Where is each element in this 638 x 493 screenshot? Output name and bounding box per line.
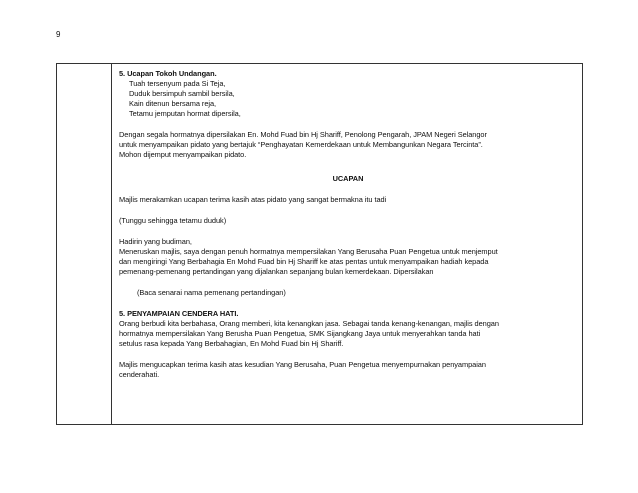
script-content [119, 69, 577, 380]
paragraph-line: setulus rasa kepada Yang Berbahagian, En Mohd Fuad bin Hj Shariff. [119, 339, 344, 348]
paragraph-line: (Baca senarai nama pemenang pertandingan) [137, 288, 286, 297]
paragraph-line: pemenang-pemenang pertandingan yang dijalankan sepanjang bulan kemerdekaan. Dipersilakan [119, 267, 434, 276]
paragraph-line: Hadirin yang budiman, [119, 237, 192, 246]
pantun-line: Kain ditenun bersama reja, [129, 99, 217, 108]
paragraph-line: Majlis merakamkan ucapan terima kasih atas pidato yang sangat bermakna itu tadi [119, 195, 387, 204]
section-heading: 5. PENYAMPAIAN CENDERA HATI. [119, 309, 239, 318]
paragraph-line: Majlis mengucapkan terima kasih atas kesudian Yang Berusaha, Puan Pengetua menyempurnakan penyampaian [119, 360, 486, 369]
page-number: 9 [56, 30, 61, 39]
paragraph-line: Meneruskan majlis, saya dengan penuh hormatnya mempersilakan Yang Berusaha Puan Pengetua untuk menjemput [119, 247, 498, 256]
pantun-line: Duduk bersimpuh sambil bersila, [129, 89, 235, 98]
paragraph-line: Mohon dijemput menyampaikan pidato. [119, 150, 247, 159]
ucapan-title: UCAPAN [332, 174, 364, 183]
paragraph-line: (Tunggu sehingga tetamu duduk) [119, 216, 227, 225]
paragraph-line: dan mengiringi Yang Berbahagia En Mohd Fuad bin Hj Shariff ke atas pentas untuk menyampaikan hadiah kepada [119, 257, 489, 266]
paragraph-line: hormatnya mempersilakan Yang Berusha Puan Pengetua, SMK Sijangkang Jaya untuk menyerahkan tanda hati [119, 329, 481, 338]
paragraph-line: untuk menyampaikan pidato yang bertajuk “Penghayatan Kemerdekaan untuk Membangunkan Negara Tercinta”. [119, 140, 483, 149]
section-heading: 5. Ucapan Tokoh Undangan. [119, 69, 217, 78]
paragraph-line: Orang berbudi kita berbahasa, Orang memberi, kita kenangkan jasa. Sebagai tanda kenang-kenangan, majlis dengan [119, 319, 499, 328]
pantun-line: Tuah tersenyum pada Si Teja, [129, 79, 226, 88]
script-table [56, 63, 583, 425]
column-divider [111, 64, 112, 424]
paragraph-line: Dengan segala hormatnya dipersilakan En. Mohd Fuad bin Hj Shariff, Penolong Pengarah, JPAM Negeri Selangor [119, 130, 487, 139]
pantun-line: Tetamu jemputan hormat dipersila, [129, 109, 241, 118]
paragraph-line: cenderahati. [119, 370, 160, 379]
